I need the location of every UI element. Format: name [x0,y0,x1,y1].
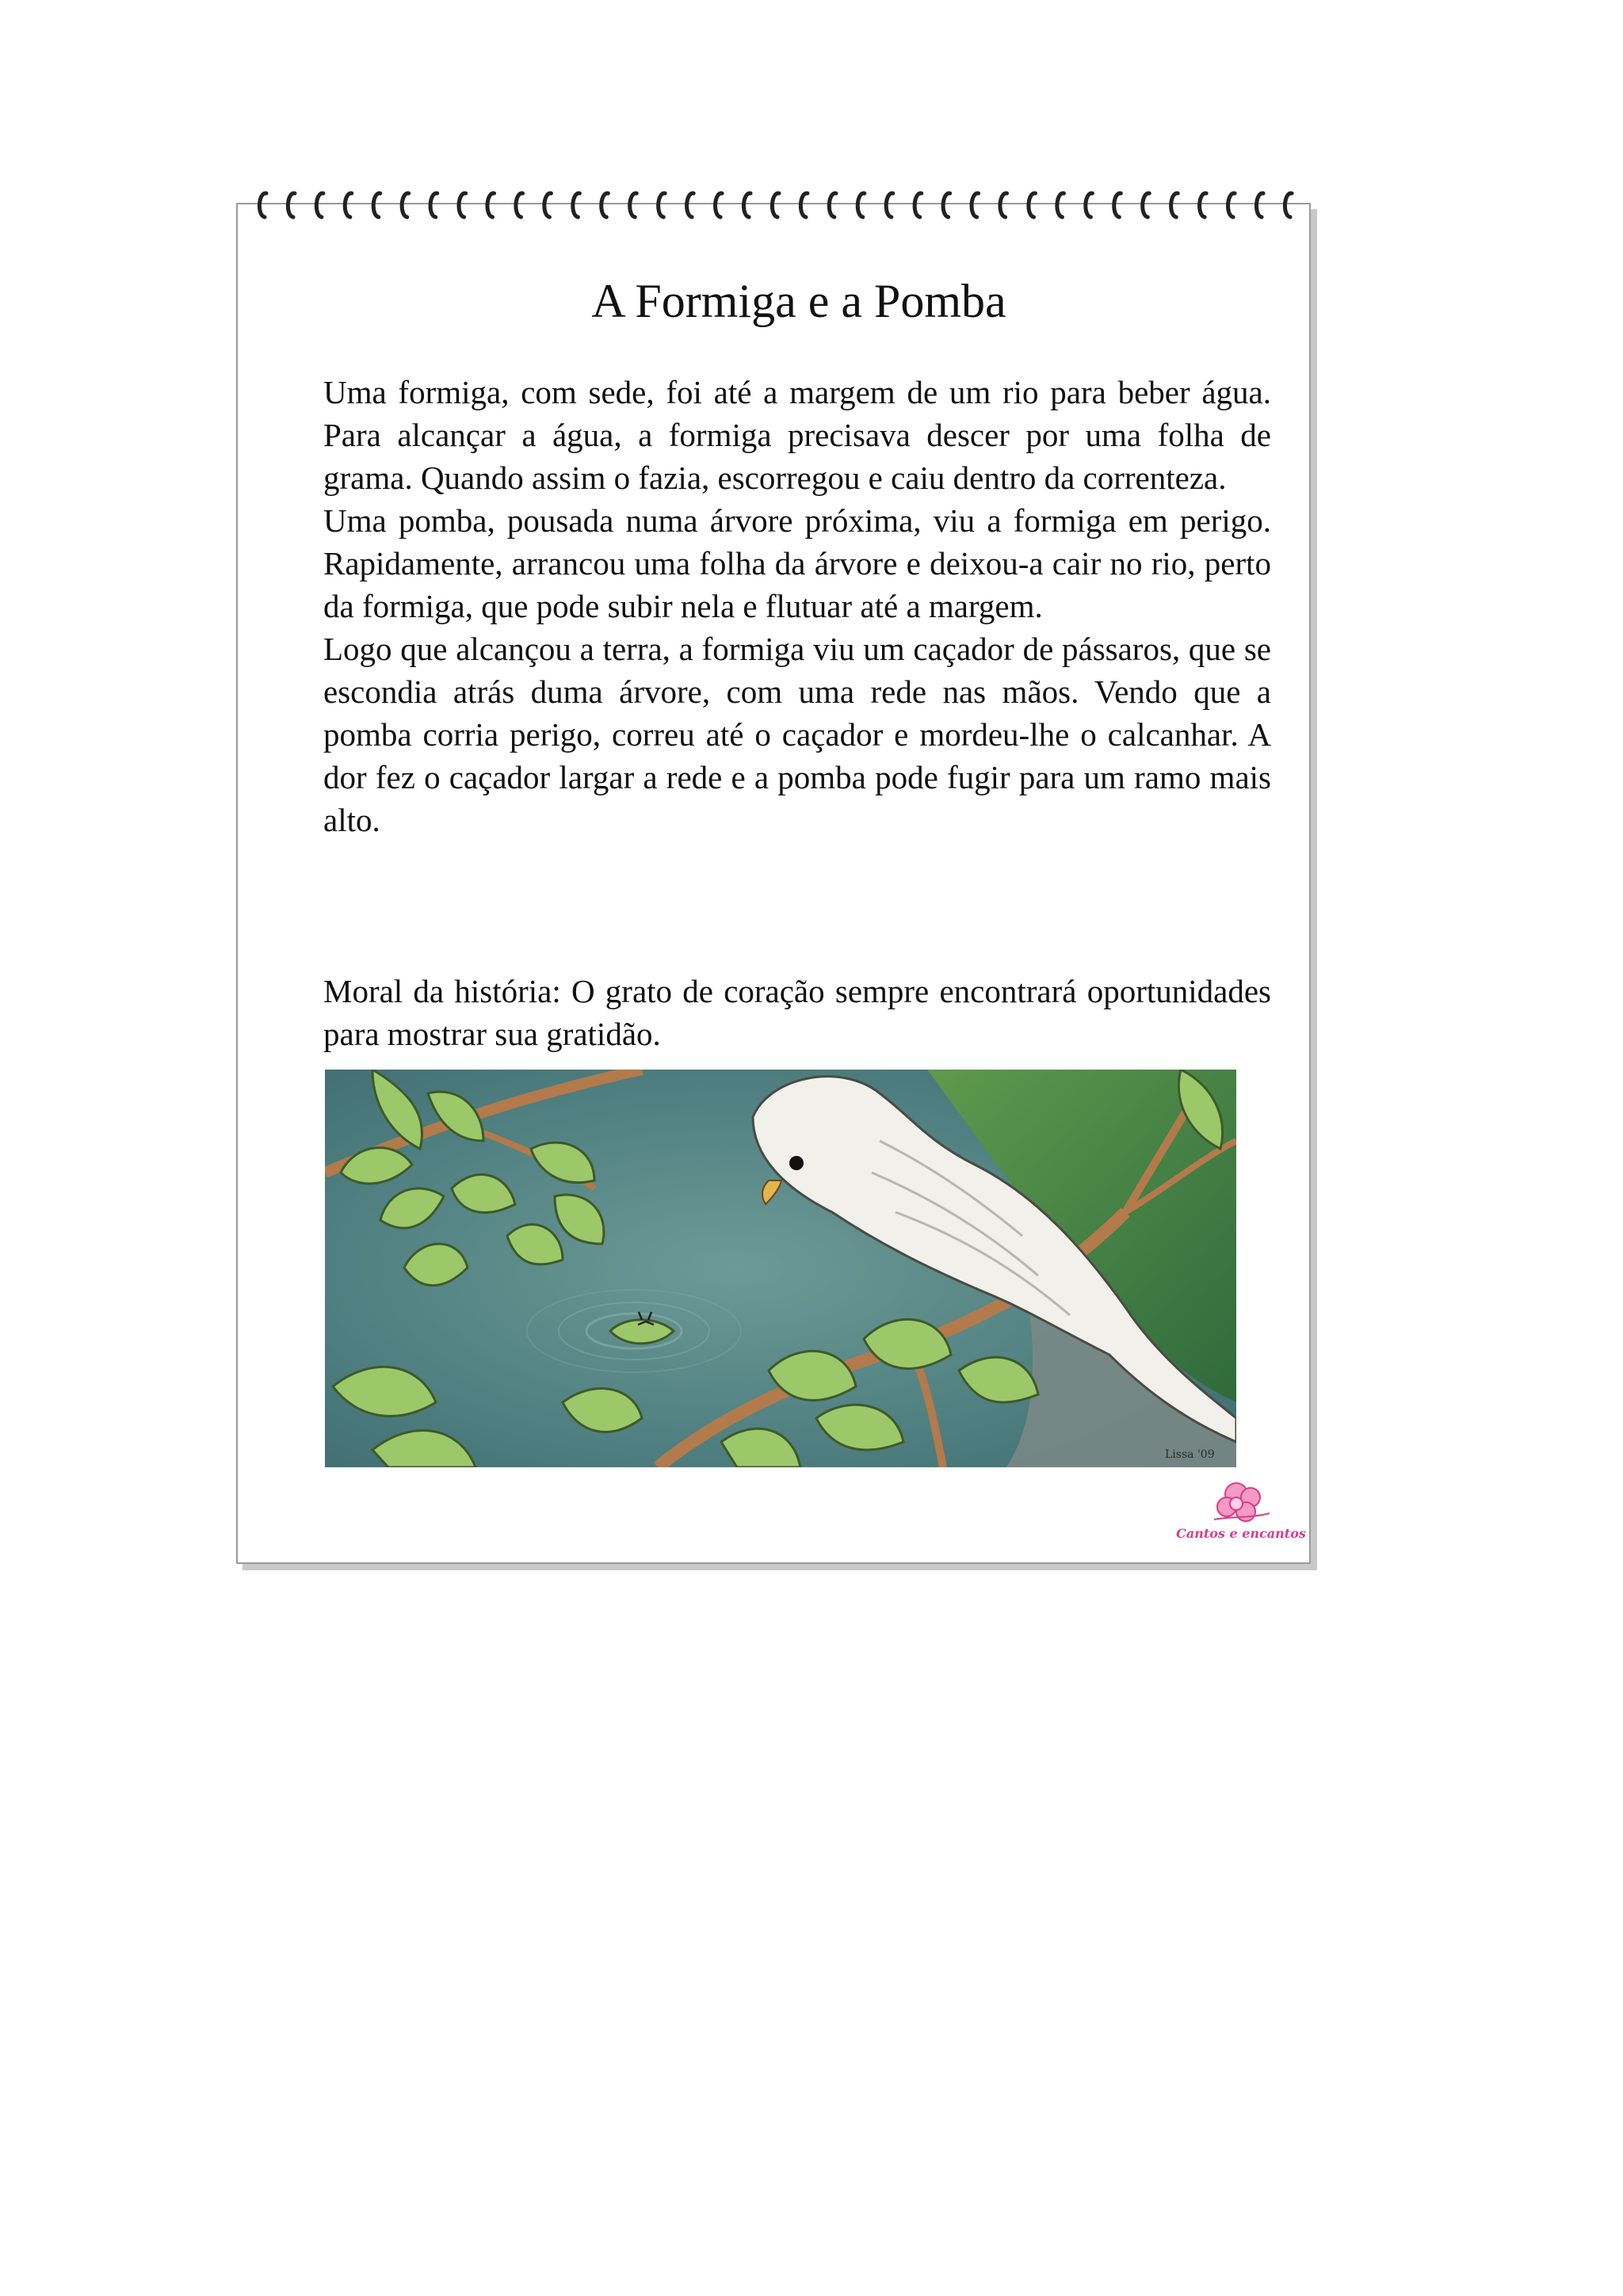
spiral-ring [829,193,836,217]
spiral-ring [1200,193,1207,217]
spiral-ring [800,193,808,217]
spiral-ring [1057,193,1064,217]
spiral-ring [1114,193,1121,217]
cantos-e-encantos-logo [1174,1480,1308,1553]
spiral-ring [601,193,609,217]
spiral-ring [716,193,723,217]
story-paragraph: Uma pomba, pousada numa árvore próxima, viu a formiga em perigo. Rapidamente, arrancou uma folha da árvore e deixou-a cair no rio, perto da formiga, que pode subir nela e flutuar até a margem. [323,502,1271,624]
spiral-binding [255,185,1300,225]
spiral-ring [1143,193,1150,217]
spiral-ring [659,193,666,217]
spiral-ring [972,193,979,217]
spiral-ring [772,193,779,217]
spiral-ring [516,193,523,217]
spiral-ring [886,193,893,217]
spiral-ring [402,193,409,217]
logo-text: Cantos e encantos [1176,1526,1306,1541]
spiral-ring [687,193,694,217]
spiral-ring [1256,193,1263,217]
spiral-ring [943,193,950,217]
spiral-ring [430,193,437,217]
story-paragraph: Uma formiga, com sede, foi até a margem de um rio para beber água. Para alcançar a água, a formiga precisava descer por uma folha de grama. Quando assim o fazia, escorregou e caiu dentro da correnteza. [323,374,1271,496]
spiral-ring [288,193,295,217]
spiral-ring [487,193,495,217]
spiral-ring [743,193,750,217]
spiral-ring [1171,193,1178,217]
dove-and-ant-illustration [325,1070,1236,1467]
spiral-ring [630,193,637,217]
story-title: A Formiga e a Pomba [591,275,1006,327]
spiral-ring [345,193,352,217]
spiral-ring [316,193,323,217]
illustration-signature: Lissa '09 [1165,1448,1215,1461]
spiral-ring [1228,193,1235,217]
spiral-ring [915,193,922,217]
spiral-ring [259,193,266,217]
story-text [323,371,1271,841]
spiral-ring [1285,193,1292,217]
spiral-ring [1086,193,1093,217]
spiral-ring [373,193,380,217]
spiral-ring [573,193,580,217]
spiral-ring [544,193,552,217]
spiral-ring [1000,193,1007,217]
spiral-ring [1029,193,1036,217]
story-moral: Moral da história: O grato de coração sempre encontrará oportunidades para mostrar sua gratidão. [323,973,1271,1052]
flower-icon [1174,1480,1308,1527]
illustration-art [325,1070,1236,1467]
spiral-ring [459,193,466,217]
spiral-ring [857,193,865,217]
story-paragraph: Logo que alcançou a terra, a formiga viu um caçador de pássaros, que se escondia atrás duma árvore, com uma rede nas mãos. Vendo que a pomba corria perigo, correu até o caçador e mordeu-lhe o calcanhar. A dor fez o caçador largar a rede e a pomba pode fugir para um ramo mais alto. [323,631,1271,838]
